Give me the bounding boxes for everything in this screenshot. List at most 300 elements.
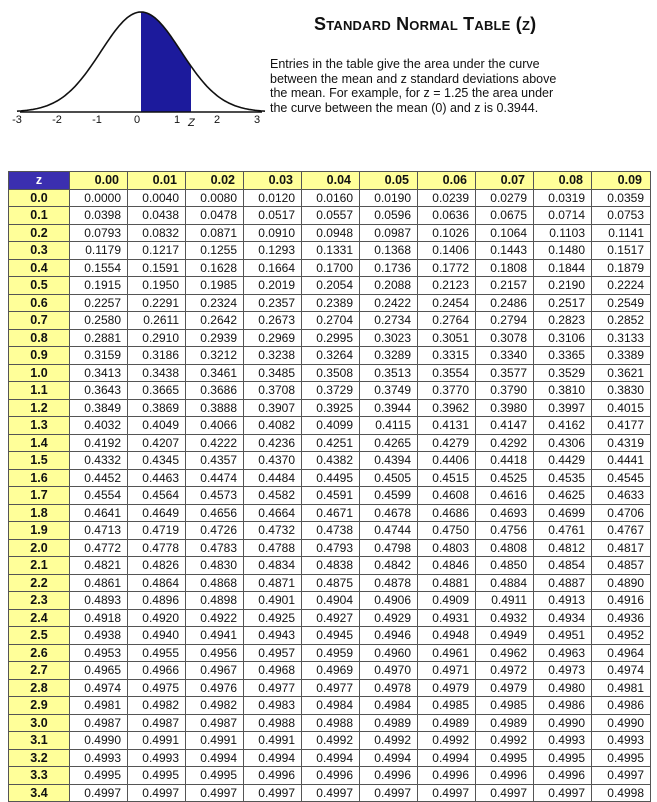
row-header: 1.3: [9, 417, 70, 435]
table-cell: 0.4826: [128, 557, 186, 575]
table-cell: 0.2454: [418, 294, 476, 312]
table-cell: 0.3133: [592, 329, 651, 347]
table-cell: 0.4279: [418, 434, 476, 452]
row-header: 3.4: [9, 784, 70, 802]
table-cell: 0.0190: [360, 189, 418, 207]
table-cell: 0.3790: [476, 382, 534, 400]
table-cell: 0.4850: [476, 557, 534, 575]
table-cell: 0.4798: [360, 539, 418, 557]
description-line: the mean. For example, for z = 1.25 the area under: [270, 86, 554, 100]
table-cell: 0.4988: [302, 714, 360, 732]
table-cell: 0.4977: [244, 679, 302, 697]
table-cell: 0.4969: [302, 662, 360, 680]
column-header: 0.02: [186, 172, 244, 190]
table-cell: 0.4515: [418, 469, 476, 487]
table-row: [9, 189, 651, 207]
table-cell: 0.3078: [476, 329, 534, 347]
table-cell: 0.4962: [476, 644, 534, 662]
table-cell: 0.1985: [186, 277, 244, 295]
table-cell: 0.4236: [244, 434, 302, 452]
table-cell: 0.4980: [534, 679, 592, 697]
table-cell: 0.4192: [70, 434, 128, 452]
table-cell: 0.4904: [302, 592, 360, 610]
table-cell: 0.1480: [534, 242, 592, 260]
table-cell: 0.4678: [360, 504, 418, 522]
table-cell: 0.3159: [70, 347, 128, 365]
table-cell: 0.1517: [592, 242, 651, 260]
table-cell: 0.4996: [534, 767, 592, 785]
table-cell: 0.0714: [534, 207, 592, 225]
table-cell: 0.4484: [244, 469, 302, 487]
table-cell: 0.4474: [186, 469, 244, 487]
table-cell: 0.3980: [476, 399, 534, 417]
table-cell: 0.4842: [360, 557, 418, 575]
table-cell: 0.4922: [186, 609, 244, 627]
table-cell: 0.4633: [592, 487, 651, 505]
table-cell: 0.2422: [360, 294, 418, 312]
column-header: 0.06: [418, 172, 476, 190]
table-cell: 0.4925: [244, 609, 302, 627]
table-cell: 0.4981: [70, 697, 128, 715]
row-header: 0.6: [9, 294, 70, 312]
description-line: between the mean and z standard deviations above: [270, 71, 557, 86]
table-cell: 0.4772: [70, 539, 128, 557]
table-cell: 0.4147: [476, 417, 534, 435]
row-header: 2.5: [9, 627, 70, 645]
table-cell: 0.2734: [360, 312, 418, 330]
table-cell: 0.4251: [302, 434, 360, 452]
table-cell: 0.4984: [360, 697, 418, 715]
table-cell: 0.4959: [302, 644, 360, 662]
table-cell: 0.4997: [302, 784, 360, 802]
table-cell: 0.4545: [592, 469, 651, 487]
table-cell: 0.4946: [360, 627, 418, 645]
table-cell: 0.4817: [592, 539, 651, 557]
table-cell: 0.3907: [244, 399, 302, 417]
table-cell: 0.1772: [418, 259, 476, 277]
column-header: 0.01: [128, 172, 186, 190]
page-title: Standard Normal Table (z): [314, 14, 537, 34]
description-line: Entries in the table give the area under the curve: [270, 57, 540, 71]
table-cell: 0.4982: [186, 697, 244, 715]
table-cell: 0.4997: [128, 784, 186, 802]
table-cell: 0.4881: [418, 574, 476, 592]
table-cell: 0.1628: [186, 259, 244, 277]
table-cell: 0.4115: [360, 417, 418, 435]
table-cell: 0.4761: [534, 522, 592, 540]
table-cell: 0.3869: [128, 399, 186, 417]
table-cell: 0.4964: [592, 644, 651, 662]
table-cell: 0.4573: [186, 487, 244, 505]
table-cell: 0.2881: [70, 329, 128, 347]
row-header: 2.6: [9, 644, 70, 662]
table-cell: 0.2190: [534, 277, 592, 295]
table-header-row: [9, 172, 651, 190]
column-header: 0.07: [476, 172, 534, 190]
table-cell: 0.2852: [592, 312, 651, 330]
table-row: [9, 697, 651, 715]
table-cell: 0.4441: [592, 452, 651, 470]
table-cell: 0.4656: [186, 504, 244, 522]
row-header: 0.3: [9, 242, 70, 260]
table-cell: 0.4909: [418, 592, 476, 610]
table-cell: 0.3708: [244, 382, 302, 400]
table-cell: 0.3238: [244, 347, 302, 365]
table-cell: 0.2823: [534, 312, 592, 330]
row-header: 3.0: [9, 714, 70, 732]
table-cell: 0.4505: [360, 469, 418, 487]
column-header: 0.00: [70, 172, 128, 190]
table-cell: 0.4854: [534, 557, 592, 575]
table-cell: 0.1368: [360, 242, 418, 260]
row-header: 2.3: [9, 592, 70, 610]
table-cell: 0.2324: [186, 294, 244, 312]
table-cell: 0.3686: [186, 382, 244, 400]
table-cell: 0.4971: [418, 662, 476, 680]
table-cell: 0.4744: [360, 522, 418, 540]
row-header: 0.2: [9, 224, 70, 242]
table-row: [9, 259, 651, 277]
table-cell: 0.2580: [70, 312, 128, 330]
table-cell: 0.4857: [592, 557, 651, 575]
table-cell: 0.1293: [244, 242, 302, 260]
table-row: [9, 592, 651, 610]
table-cell: 0.4177: [592, 417, 651, 435]
table-cell: 0.0596: [360, 207, 418, 225]
table-cell: 0.3389: [592, 347, 651, 365]
table-cell: 0.0398: [70, 207, 128, 225]
table-cell: 0.4846: [418, 557, 476, 575]
table-cell: 0.2088: [360, 277, 418, 295]
table-cell: 0.4463: [128, 469, 186, 487]
table-cell: 0.4066: [186, 417, 244, 435]
table-cell: 0.4778: [128, 539, 186, 557]
table-cell: 0.4960: [360, 644, 418, 662]
row-header: 2.1: [9, 557, 70, 575]
table-row: [9, 767, 651, 785]
table-cell: 0.4990: [70, 732, 128, 750]
table-cell: 0.2995: [302, 329, 360, 347]
row-header: 2.0: [9, 539, 70, 557]
table-cell: 0.4965: [70, 662, 128, 680]
table-cell: 0.4884: [476, 574, 534, 592]
table-cell: 0.4992: [302, 732, 360, 750]
table-cell: 0.4972: [476, 662, 534, 680]
table-cell: 0.3289: [360, 347, 418, 365]
table-row: [9, 557, 651, 575]
table-row: [9, 207, 651, 225]
table-cell: 0.4940: [128, 627, 186, 645]
table-cell: 0.3485: [244, 364, 302, 382]
table-cell: 0.2224: [592, 277, 651, 295]
table-row: [9, 662, 651, 680]
row-header: 3.3: [9, 767, 70, 785]
table-cell: 0.2517: [534, 294, 592, 312]
table-row: [9, 434, 651, 452]
table-cell: 0.2357: [244, 294, 302, 312]
table-cell: 0.4985: [476, 697, 534, 715]
table-cell: 0.0832: [128, 224, 186, 242]
table-cell: 0.3212: [186, 347, 244, 365]
table-cell: 0.4998: [592, 784, 651, 802]
row-header: 0.9: [9, 347, 70, 365]
table-cell: 0.4979: [418, 679, 476, 697]
table-row: [9, 644, 651, 662]
table-cell: 0.4995: [592, 749, 651, 767]
table-cell: 0.4995: [186, 767, 244, 785]
table-cell: 0.4452: [70, 469, 128, 487]
table-cell: 0.2642: [186, 312, 244, 330]
table-cell: 0.4015: [592, 399, 651, 417]
table-cell: 0.3643: [70, 382, 128, 400]
table-cell: 0.4949: [476, 627, 534, 645]
table-cell: 0.4997: [244, 784, 302, 802]
table-row: [9, 242, 651, 260]
table-cell: 0.4997: [534, 784, 592, 802]
row-header: 2.2: [9, 574, 70, 592]
table-cell: 0.1950: [128, 277, 186, 295]
table-cell: 0.4997: [476, 784, 534, 802]
row-header: 2.7: [9, 662, 70, 680]
table-cell: 0.3944: [360, 399, 418, 417]
table-row: [9, 364, 651, 382]
table-cell: 0.4699: [534, 504, 592, 522]
row-header: 3.1: [9, 732, 70, 750]
table-cell: 0.4973: [534, 662, 592, 680]
table-cell: 0.3340: [476, 347, 534, 365]
table-cell: 0.4991: [244, 732, 302, 750]
table-row: [9, 277, 651, 295]
table-row: [9, 627, 651, 645]
table-cell: 0.4890: [592, 574, 651, 592]
table-cell: 0.3925: [302, 399, 360, 417]
table-cell: 0.4750: [418, 522, 476, 540]
table-cell: 0.3186: [128, 347, 186, 365]
table-cell: 0.4382: [302, 452, 360, 470]
table-cell: 0.1443: [476, 242, 534, 260]
table-row: [9, 312, 651, 330]
table-cell: 0.4732: [244, 522, 302, 540]
table-cell: 0.4830: [186, 557, 244, 575]
table-cell: 0.4535: [534, 469, 592, 487]
table-cell: 0.4738: [302, 522, 360, 540]
table-cell: 0.4756: [476, 522, 534, 540]
table-cell: 0.4911: [476, 592, 534, 610]
table-cell: 0.4357: [186, 452, 244, 470]
table-cell: 0.4996: [244, 767, 302, 785]
axis-tick-label: 2: [213, 114, 221, 126]
table-cell: 0.3051: [418, 329, 476, 347]
table-cell: 0.4625: [534, 487, 592, 505]
table-row: [9, 522, 651, 540]
table-cell: 0.3849: [70, 399, 128, 417]
table-cell: 0.4952: [592, 627, 651, 645]
table-row: [9, 784, 651, 802]
table-cell: 0.1217: [128, 242, 186, 260]
table-cell: 0.4990: [592, 714, 651, 732]
table-cell: 0.4913: [534, 592, 592, 610]
table-cell: 0.4945: [302, 627, 360, 645]
table-row: [9, 732, 651, 750]
table-cell: 0.2939: [186, 329, 244, 347]
table-cell: 0.3749: [360, 382, 418, 400]
table-cell: 0.2704: [302, 312, 360, 330]
table-cell: 0.1808: [476, 259, 534, 277]
table-cell: 0.0793: [70, 224, 128, 242]
table-cell: 0.3997: [534, 399, 592, 417]
row-header: 1.9: [9, 522, 70, 540]
table-cell: 0.1554: [70, 259, 128, 277]
table-cell: 0.4936: [592, 609, 651, 627]
description: [270, 57, 640, 115]
table-cell: 0.4988: [244, 714, 302, 732]
table-cell: 0.4948: [418, 627, 476, 645]
table-cell: 0.3888: [186, 399, 244, 417]
row-header: 1.6: [9, 469, 70, 487]
axis-tick-label: 3: [253, 114, 261, 126]
table-cell: 0.4956: [186, 644, 244, 662]
table-cell: 0.3665: [128, 382, 186, 400]
table-cell: 0.4207: [128, 434, 186, 452]
row-header: 1.1: [9, 382, 70, 400]
table-cell: 0.3577: [476, 364, 534, 382]
table-cell: 0.4871: [244, 574, 302, 592]
table-row: [9, 679, 651, 697]
table-cell: 0.4957: [244, 644, 302, 662]
table-cell: 0.0319: [534, 189, 592, 207]
table-cell: 0.4861: [70, 574, 128, 592]
table-cell: 0.4991: [186, 732, 244, 750]
table-cell: 0.4993: [592, 732, 651, 750]
table-cell: 0.0160: [302, 189, 360, 207]
table-row: [9, 329, 651, 347]
table-cell: 0.4992: [360, 732, 418, 750]
table-cell: 0.4726: [186, 522, 244, 540]
table-cell: 0.4968: [244, 662, 302, 680]
table-cell: 0.4564: [128, 487, 186, 505]
table-cell: 0.1255: [186, 242, 244, 260]
table-cell: 0.4887: [534, 574, 592, 592]
table-cell: 0.1664: [244, 259, 302, 277]
table-cell: 0.4599: [360, 487, 418, 505]
table-cell: 0.4916: [592, 592, 651, 610]
table-cell: 0.4608: [418, 487, 476, 505]
table-cell: 0.1844: [534, 259, 592, 277]
table-cell: 0.4713: [70, 522, 128, 540]
table-cell: 0.4984: [302, 697, 360, 715]
table-cell: 0.4985: [418, 697, 476, 715]
table-cell: 0.4987: [186, 714, 244, 732]
table-cell: 0.4901: [244, 592, 302, 610]
table-cell: 0.4767: [592, 522, 651, 540]
table-cell: 0.4983: [244, 697, 302, 715]
row-header: 1.8: [9, 504, 70, 522]
row-header: 1.0: [9, 364, 70, 382]
table-row: [9, 574, 651, 592]
table-cell: 0.0557: [302, 207, 360, 225]
table-cell: 0.4929: [360, 609, 418, 627]
column-header: 0.05: [360, 172, 418, 190]
table-cell: 0.4975: [128, 679, 186, 697]
table-cell: 0.4997: [186, 784, 244, 802]
table-cell: 0.4993: [534, 732, 592, 750]
table-cell: 0.1026: [418, 224, 476, 242]
table-cell: 0.2257: [70, 294, 128, 312]
table-row: [9, 609, 651, 627]
table-cell: 0.4931: [418, 609, 476, 627]
table-cell: 0.3830: [592, 382, 651, 400]
row-header: 0.7: [9, 312, 70, 330]
table-cell: 0.0675: [476, 207, 534, 225]
table-cell: 0.4995: [476, 749, 534, 767]
table-cell: 0.0987: [360, 224, 418, 242]
table-cell: 0.4994: [186, 749, 244, 767]
table-cell: 0.4990: [534, 714, 592, 732]
table-cell: 0.4978: [360, 679, 418, 697]
table-cell: 0.4793: [302, 539, 360, 557]
table-cell: 0.4981: [592, 679, 651, 697]
table-cell: 0.4997: [592, 767, 651, 785]
table-cell: 0.4525: [476, 469, 534, 487]
corner-cell: z: [9, 172, 70, 190]
table-row: [9, 417, 651, 435]
table-cell: 0.0239: [418, 189, 476, 207]
table-cell: 0.2910: [128, 329, 186, 347]
table-cell: 0.3365: [534, 347, 592, 365]
table-cell: 0.4991: [128, 732, 186, 750]
table-cell: 0.4783: [186, 539, 244, 557]
table-cell: 0.4927: [302, 609, 360, 627]
table-cell: 0.4966: [128, 662, 186, 680]
table-cell: 0.2123: [418, 277, 476, 295]
table-cell: 0.1141: [592, 224, 651, 242]
table-cell: 0.2673: [244, 312, 302, 330]
table-cell: 0.4989: [476, 714, 534, 732]
row-header: 1.2: [9, 399, 70, 417]
table-cell: 0.4808: [476, 539, 534, 557]
table-cell: 0.4049: [128, 417, 186, 435]
table-cell: 0.4370: [244, 452, 302, 470]
axis-tick-label: -1: [92, 114, 102, 126]
table-cell: 0.4974: [592, 662, 651, 680]
table-cell: 0.4996: [360, 767, 418, 785]
table-cell: 0.4995: [70, 767, 128, 785]
table-cell: 0.4951: [534, 627, 592, 645]
row-header: 1.4: [9, 434, 70, 452]
table-cell: 0.0000: [70, 189, 128, 207]
row-header: 2.4: [9, 609, 70, 627]
column-header: 0.09: [592, 172, 651, 190]
table-cell: 0.4222: [186, 434, 244, 452]
table-cell: 0.4982: [128, 697, 186, 715]
table-cell: 0.4686: [418, 504, 476, 522]
table-cell: 0.3770: [418, 382, 476, 400]
table-cell: 0.4893: [70, 592, 128, 610]
table-cell: 0.4979: [476, 679, 534, 697]
table-cell: 0.4319: [592, 434, 651, 452]
table-cell: 0.4992: [476, 732, 534, 750]
axis-tick-label: 0: [133, 114, 141, 126]
table-cell: 0.0517: [244, 207, 302, 225]
normal-curve-diagram: [0, 0, 270, 135]
table-cell: 0.4997: [70, 784, 128, 802]
row-header: 3.2: [9, 749, 70, 767]
table-cell: 0.4292: [476, 434, 534, 452]
table-cell: 0.2157: [476, 277, 534, 295]
table-row: [9, 469, 651, 487]
table-cell: 0.4864: [128, 574, 186, 592]
table-cell: 0.4987: [128, 714, 186, 732]
